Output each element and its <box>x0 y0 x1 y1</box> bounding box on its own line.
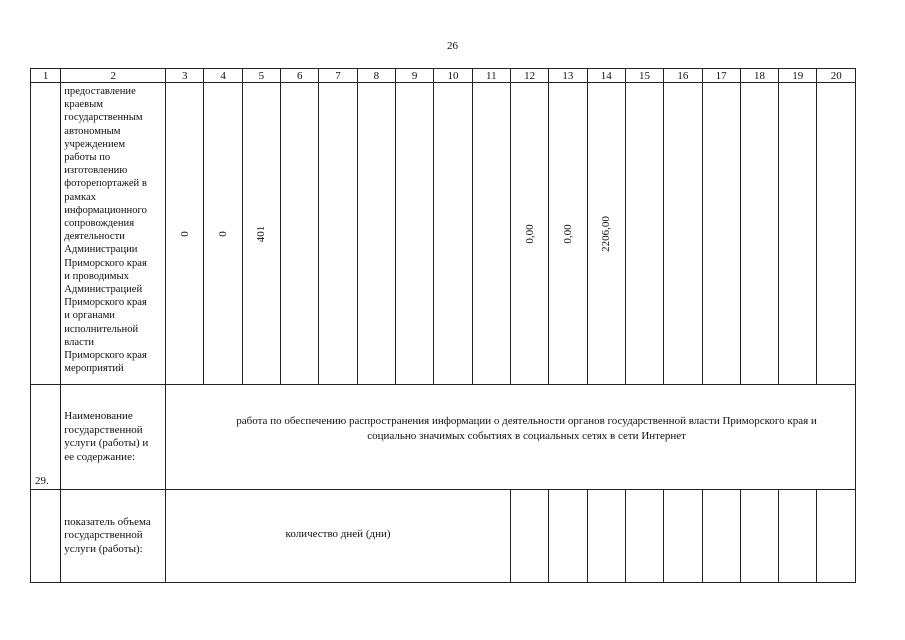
volume-indicator-label <box>61 490 166 583</box>
volume-unit: количество дней (дни) <box>166 490 511 583</box>
row-number-cell <box>31 490 61 583</box>
text-line: власти <box>64 336 95 348</box>
text-line: Приморского края <box>64 297 147 309</box>
empty-cell <box>472 83 510 385</box>
empty-cell <box>740 490 778 583</box>
empty-cell <box>664 83 702 385</box>
col-header: 16 <box>664 69 702 83</box>
empty-cell <box>549 490 587 583</box>
text-line: государственной <box>64 423 143 436</box>
value-col12: 0,00 <box>523 223 536 244</box>
text-line: услуги (работы): <box>64 542 143 555</box>
table-row <box>31 490 856 583</box>
empty-cell <box>319 83 357 385</box>
value-cell-col14 <box>587 83 625 385</box>
text-line: Приморского края <box>64 257 147 269</box>
empty-cell <box>625 490 663 583</box>
text-line: государственным <box>64 112 143 124</box>
col-header: 18 <box>740 69 778 83</box>
col-header: 7 <box>319 69 357 83</box>
service-name-label <box>61 385 166 490</box>
value-col13: 0,00 <box>561 223 574 244</box>
text-line: Администрации <box>64 244 138 256</box>
col-header: 8 <box>357 69 395 83</box>
empty-cell <box>817 490 856 583</box>
text-line: и проводимых <box>64 270 129 282</box>
col-header: 10 <box>434 69 472 83</box>
text-line: краевым <box>64 99 103 111</box>
empty-cell <box>702 490 740 583</box>
empty-cell <box>434 83 472 385</box>
col-header: 11 <box>472 69 510 83</box>
text-line: деятельности <box>64 231 125 243</box>
text-line: Наименование <box>64 410 133 422</box>
text-line: работы по <box>64 152 111 164</box>
empty-cell <box>664 490 702 583</box>
empty-cell <box>357 83 395 385</box>
empty-cell <box>396 83 434 385</box>
text-line: Приморского края <box>64 350 147 362</box>
col-header: 15 <box>625 69 663 83</box>
empty-cell <box>702 83 740 385</box>
col-header: 17 <box>702 69 740 83</box>
column-number-row <box>31 69 856 83</box>
value-cell-col5 <box>242 83 280 385</box>
text-line: социально значимых событиях в социальных сетях в сети Интернет <box>367 430 686 442</box>
col-header: 13 <box>549 69 587 83</box>
text-line: фоторепортажей в <box>64 178 147 190</box>
text-line: автономным <box>64 125 121 137</box>
text-line: ее содержание: <box>64 450 136 463</box>
col-header: 3 <box>166 69 204 83</box>
empty-cell <box>817 83 856 385</box>
col-header: 14 <box>587 69 625 83</box>
value-col5: 401 <box>255 225 268 242</box>
text-line: учреждением <box>64 138 126 150</box>
text-line: государственной <box>64 529 143 542</box>
description-cell <box>61 83 166 385</box>
col-header: 5 <box>242 69 280 83</box>
col-header: 9 <box>396 69 434 83</box>
text-line: показатель объема <box>64 515 151 528</box>
text-line: услуги (работы) и <box>64 437 149 449</box>
page-number: 26 <box>447 40 458 52</box>
col-header: 20 <box>817 69 856 83</box>
row-number-cell <box>31 83 61 385</box>
text-line: работа по обеспечению распространения информации о деятельности органов государственной власти Приморского края и <box>236 415 817 427</box>
value-col4: 0 <box>217 230 230 237</box>
col-header: 4 <box>204 69 242 83</box>
empty-cell <box>779 490 817 583</box>
text-line: исполнительной <box>64 323 139 335</box>
empty-cell <box>587 490 625 583</box>
text-line: мероприятий <box>64 363 124 375</box>
service-content <box>166 385 856 490</box>
empty-cell <box>779 83 817 385</box>
empty-cell <box>625 83 663 385</box>
col-header: 2 <box>61 69 166 83</box>
report-table <box>30 68 856 583</box>
text-line: предоставление <box>64 86 136 97</box>
table-row <box>31 385 856 490</box>
text-line: рамках <box>64 191 96 203</box>
text-line: информационного <box>64 204 147 216</box>
text-line: изготовлению <box>64 165 128 177</box>
value-cell-col12 <box>510 83 548 385</box>
empty-cell <box>740 83 778 385</box>
col-header: 12 <box>510 69 548 83</box>
empty-cell <box>510 490 548 583</box>
text-line: и органами <box>64 310 115 322</box>
col-header: 1 <box>31 69 61 83</box>
row-number: 29. <box>31 385 61 490</box>
value-cell-col3 <box>166 83 204 385</box>
description-text <box>61 83 165 375</box>
text-line: сопровождения <box>64 218 135 230</box>
text-line: Администрацией <box>64 284 143 296</box>
value-col3: 0 <box>178 230 191 237</box>
empty-cell <box>281 83 319 385</box>
table-row <box>31 83 856 385</box>
value-col14: 2206,00 <box>600 215 613 252</box>
value-cell-col4 <box>204 83 242 385</box>
col-header: 19 <box>779 69 817 83</box>
col-header: 6 <box>281 69 319 83</box>
value-cell-col13 <box>549 83 587 385</box>
